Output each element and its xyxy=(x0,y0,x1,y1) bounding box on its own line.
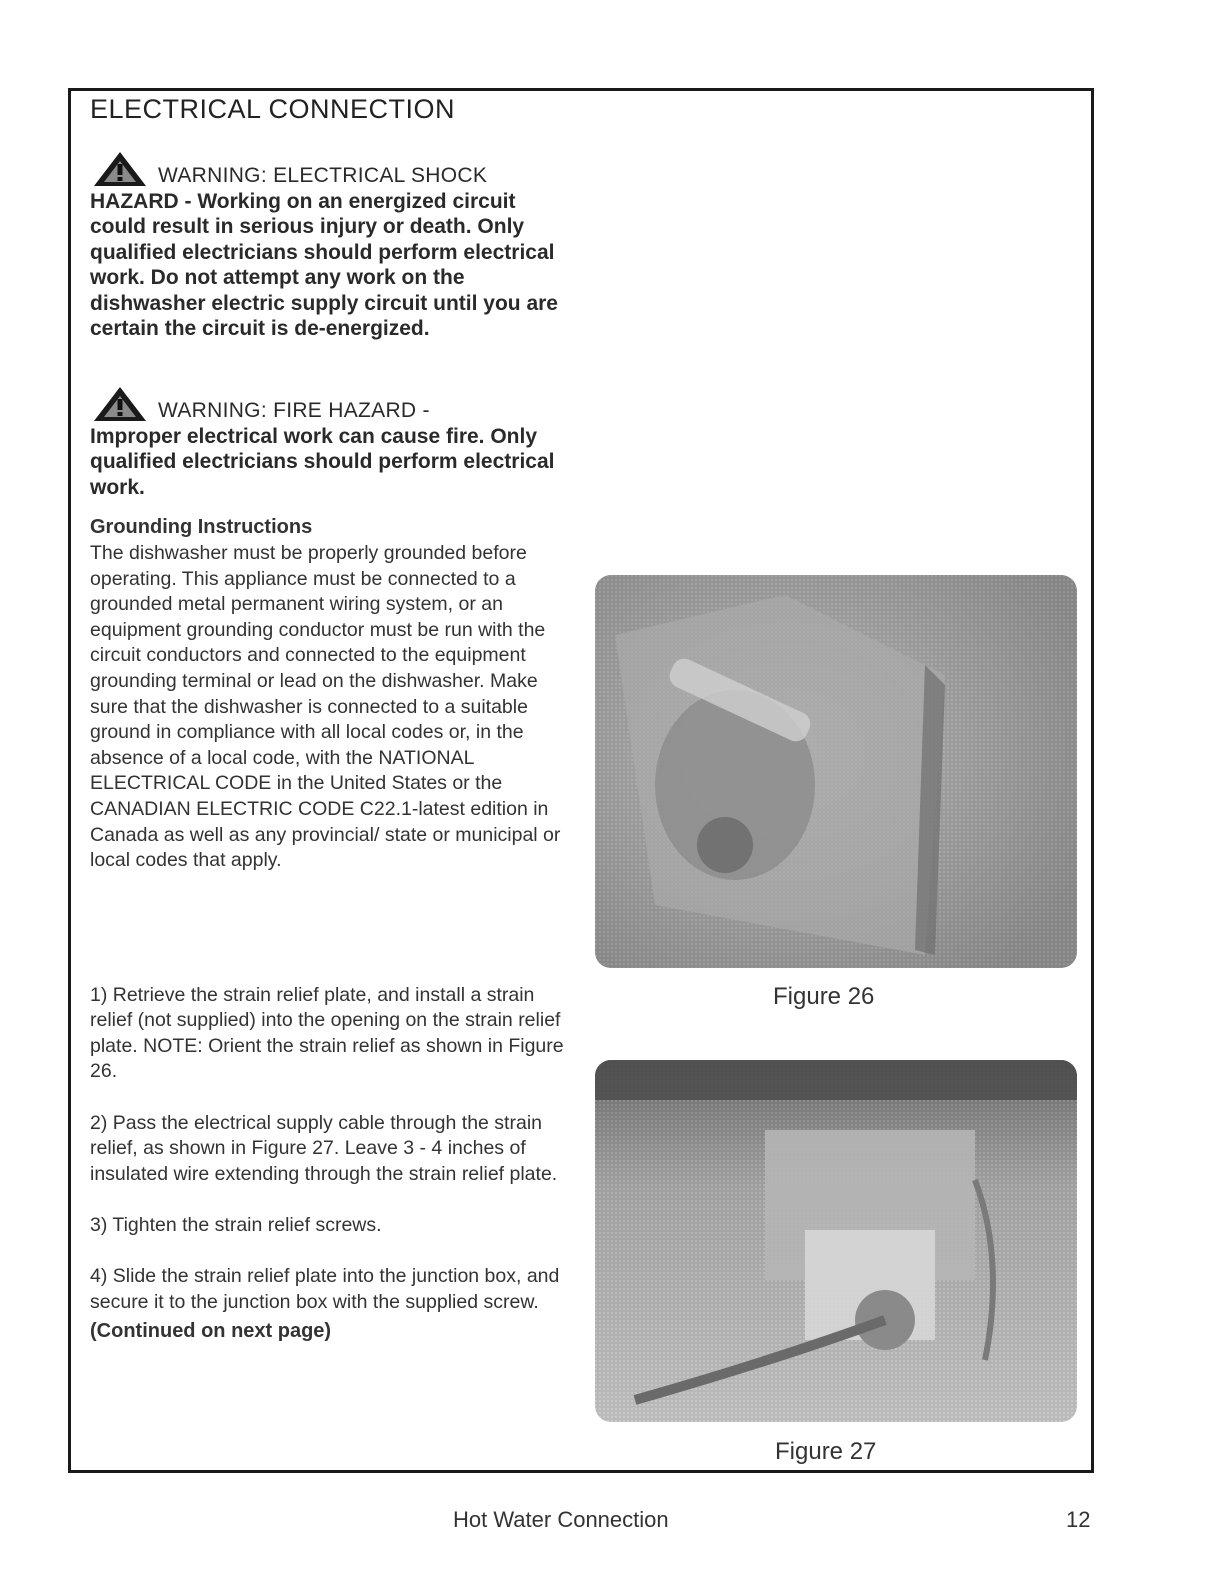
supply-cable-strain-relief-image xyxy=(595,1060,1077,1422)
footer-section-title: Hot Water Connection xyxy=(453,1507,669,1532)
installation-steps xyxy=(90,957,565,1341)
step-item: 1) Retrieve the strain relief plate, and install a strain relief (not supplied) into the opening on the strain relief plate. NOTE: Orient the strain relief as shown in Figure 26. xyxy=(90,983,564,1083)
warning-text: HAZARD - Working on an energized circuit could result in serious injury or death. Only qualified electricians should perform electrical work. Do not attempt any work on the dishwasher electric supply circuit until you are certain the circuit is de-energized. xyxy=(90,189,558,340)
page-number: 12 xyxy=(1066,1507,1091,1532)
warning-text: Improper electrical work can cause fire. Only qualified electricians should perform electrical work. xyxy=(90,424,555,499)
continued-note: (Continued on next page) xyxy=(90,1320,332,1342)
step-item: 2) Pass the electrical supply cable through the strain relief, as shown in Figure 27. Leave 3 - 4 inches of insulated wire extending through the strain relief plate. xyxy=(90,1111,558,1185)
figure-27-photo xyxy=(595,1060,1077,1422)
grounding-paragraph: The dishwasher must be properly grounded before operating. This appliance must be connected to a grounded metal permanent wiring system, or an equipment grounding conductor must be run with the circuit conductors and connected to the equipment grounding terminal or lead on the dishwasher. Make sure that the dishwasher is connected to a suitable ground in compliance with all local codes or, in the absence of a local code, with the NATIONAL ELECTRICAL CODE in the United States or the CANADIAN ELECTRIC CODE C22.1-latest edition in Canada as well as any provincial/ state or municipal or local codes that apply. xyxy=(90,542,561,872)
step-item: 4) Slide the strain relief plate into the junction box, and secure it to the junction box with the supplied screw. xyxy=(90,1265,560,1313)
section-title: ELECTRICAL CONNECTION xyxy=(90,94,456,124)
warning-fire-hazard xyxy=(90,385,575,500)
figure-27-caption: Figure 27 xyxy=(775,1438,877,1465)
warning-electrical-shock xyxy=(90,150,570,342)
warning-lead: WARNING: FIRE HAZARD - xyxy=(158,399,430,422)
strain-relief-plate-image xyxy=(595,575,1077,968)
figure-26-photo xyxy=(595,575,1077,968)
step-item: 3) Tighten the strain relief screws. xyxy=(90,1213,382,1236)
warning-lead: WARNING: ELECTRICAL SHOCK xyxy=(158,164,488,187)
grounding-heading: Grounding Instructions xyxy=(90,516,313,538)
figure-26-caption: Figure 26 xyxy=(773,983,875,1010)
warning-triangle-icon xyxy=(90,150,150,188)
warning-triangle-icon xyxy=(90,385,150,423)
